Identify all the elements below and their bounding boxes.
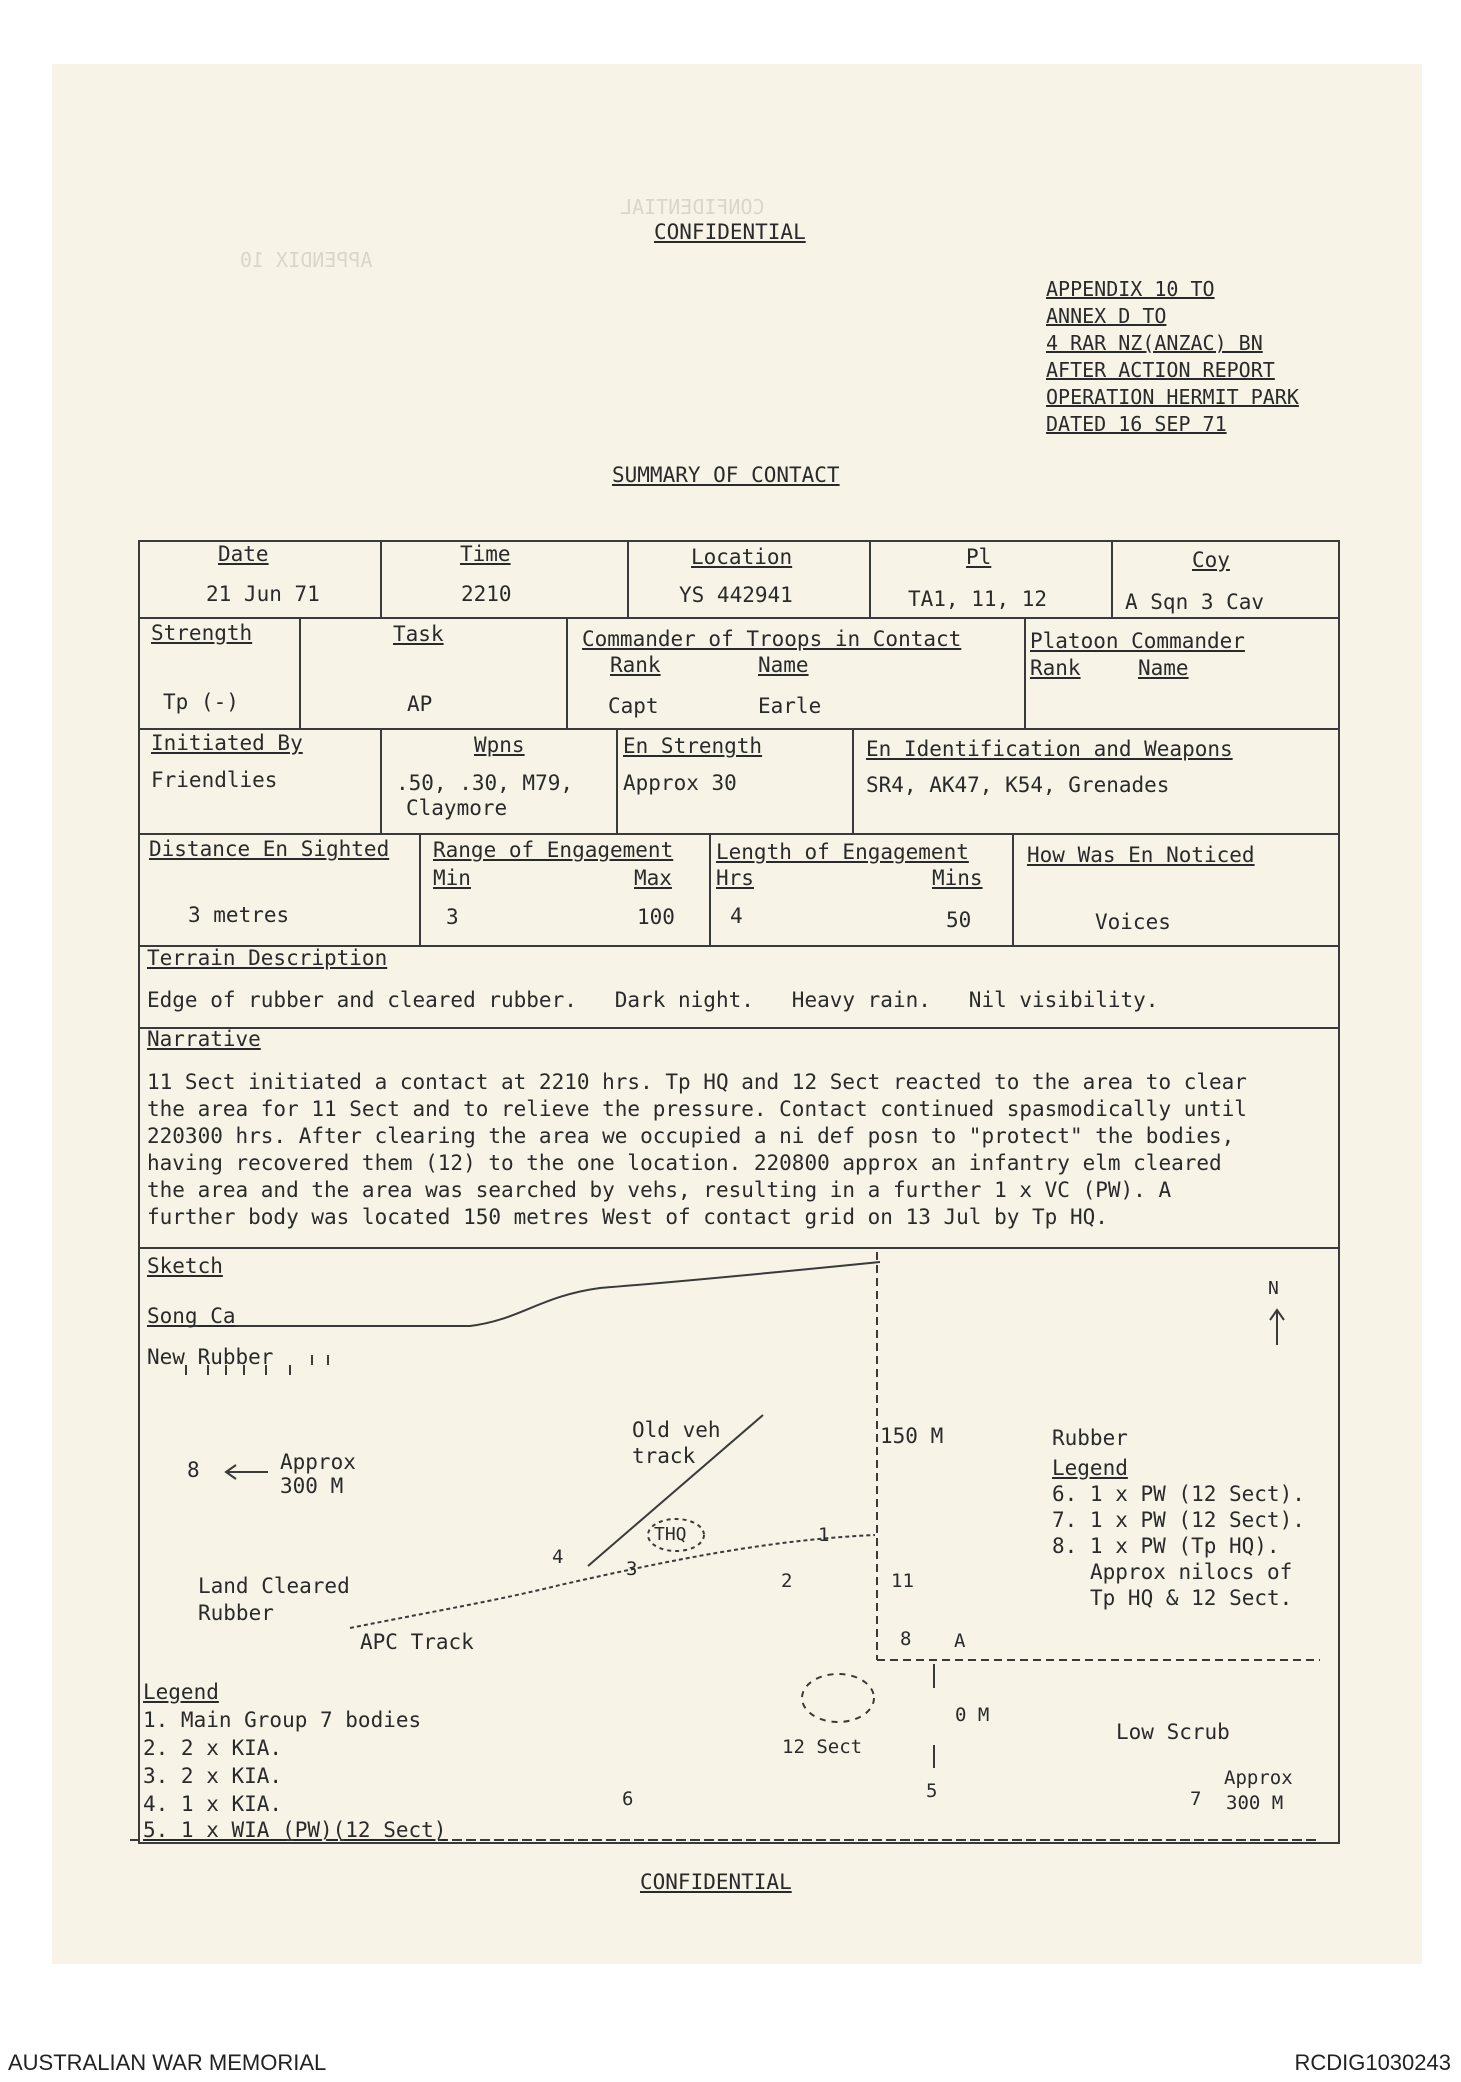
show-through-text: CONFIDENTIAL	[620, 195, 765, 219]
initiated-value: Friendlies	[151, 768, 278, 792]
12-sect-position-circle	[802, 1674, 874, 1722]
en-strength-label: En Strength	[623, 734, 763, 758]
sketch-marker-2: 2	[781, 1570, 793, 1592]
legend-left-item: 3. 2 x KIA.	[143, 1764, 283, 1788]
sketch-marker-a: A	[954, 1630, 966, 1652]
sketch-marker-4: 4	[552, 1546, 564, 1568]
commander-rank-label: Rank	[610, 653, 661, 677]
appendix-line-3: 4 RAR NZ(ANZAC) BN	[1046, 331, 1263, 355]
narrative-line: further body was located 150 metres West of contact grid on 13 Jul by Tp HQ.	[147, 1205, 1108, 1229]
platoon-commander-name-label: Name	[1138, 656, 1189, 680]
pl-label: Pl	[966, 545, 992, 569]
date-label: Date	[218, 542, 269, 566]
legend-left-item: 4. 1 x KIA.	[143, 1792, 283, 1816]
footer-institution: AUSTRALIAN WAR MEMORIAL	[8, 2050, 327, 2075]
approx-300-right-1: Approx	[1224, 1767, 1293, 1789]
confidential-bottom: CONFIDENTIAL	[640, 1870, 792, 1894]
sketch-marker-3: 3	[626, 1558, 638, 1580]
show-through-text: APPENDIX 10	[240, 248, 373, 272]
approx-300-right-2: 300 M	[1226, 1792, 1284, 1814]
approx-300-left-2: 300 M	[280, 1474, 344, 1498]
sketch-marker-8: 8	[187, 1458, 200, 1482]
narrative-line: 220300 hrs. After clearing the area we occupied a ni def posn to "protect" the bodies,	[147, 1124, 1235, 1148]
legend-left-item: 1. Main Group 7 bodies	[143, 1708, 422, 1732]
narrative-line: the area and the area was searched by vehs, resulting in a further 1 x VC (PW). A	[147, 1178, 1172, 1202]
strength-value: Tp (-)	[163, 690, 239, 714]
approx-300-left-1: Approx	[280, 1450, 356, 1474]
noticed-value: Voices	[1095, 910, 1171, 934]
location-label: Location	[691, 545, 793, 569]
range-label: Range of Engagement	[433, 838, 674, 862]
task-value: AP	[407, 692, 433, 716]
sketch-marker-5: 5	[926, 1780, 938, 1802]
song-ca-river-line	[148, 1262, 880, 1326]
sketch-marker-6: 6	[622, 1788, 634, 1810]
summary-title: SUMMARY OF CONTACT	[612, 463, 840, 487]
north-label: N	[1268, 1278, 1279, 1299]
low-scrub-label: Low Scrub	[1116, 1720, 1230, 1744]
12-sect-label: 12 Sect	[782, 1736, 863, 1758]
wpns-label: Wpns	[474, 733, 525, 757]
commander-label: Commander of Troops in Contact	[582, 627, 962, 651]
legend-right-item: 6. 1 x PW (12 Sect).	[1052, 1482, 1305, 1506]
legend-left-item: 5. 1 x WIA (PW)(12 Sect)	[143, 1818, 447, 1842]
sketch-marker-1: 1	[818, 1524, 830, 1546]
length-hrs-label: Hrs	[716, 866, 754, 890]
150m-label: 150 M	[880, 1424, 944, 1448]
en-identification-label: En Identification and Weapons	[866, 737, 1233, 761]
terrain-value: Edge of rubber and cleared rubber. Dark night. Heavy rain. Nil visibility.	[147, 988, 1159, 1012]
new-rubber-label: New Rubber	[147, 1345, 274, 1369]
song-ca-label: Song Ca	[147, 1304, 236, 1328]
commander-name: Earle	[758, 694, 822, 718]
strength-label: Strength	[151, 621, 253, 645]
thq-label: THQ	[654, 1524, 687, 1545]
terrain-label: Terrain Description	[147, 946, 388, 970]
land-cleared-label-1: Land Cleared	[198, 1574, 350, 1598]
location-value: YS 442941	[679, 583, 793, 607]
appendix-line-4: AFTER ACTION REPORT	[1046, 358, 1275, 382]
confidential-top: CONFIDENTIAL	[654, 220, 806, 244]
narrative-line: the area for 11 Sect and to relieve the pressure. Contact continued spasmodically until	[147, 1097, 1247, 1121]
legend-right-title: Legend	[1052, 1456, 1128, 1480]
legend-left-item: 2. 2 x KIA.	[143, 1736, 283, 1760]
coy-value: A Sqn 3 Cav	[1125, 590, 1265, 614]
length-mins-label: Mins	[932, 866, 983, 890]
wpns-line1: .50, .30, M79,	[396, 771, 574, 795]
commander-name-label: Name	[758, 653, 809, 677]
sketch-label: Sketch	[147, 1254, 223, 1278]
legend-right-item: 8. 1 x PW (Tp HQ).	[1052, 1534, 1280, 1558]
length-hrs-value: 4	[730, 904, 743, 928]
platoon-commander-label: Platoon Commander	[1030, 629, 1245, 653]
legend-right-item: 7. 1 x PW (12 Sect).	[1052, 1508, 1305, 1532]
length-mins-value: 50	[946, 908, 972, 932]
appendix-line-6: DATED 16 SEP 71	[1046, 412, 1227, 436]
legend-right-item: Approx nilocs of	[1090, 1560, 1293, 1584]
wpns-line2: Claymore	[406, 796, 508, 820]
range-max-value: 100	[637, 905, 675, 929]
en-strength-value: Approx 30	[623, 771, 737, 795]
old-veh-track-label-2: track	[632, 1444, 696, 1468]
range-max-label: Max	[634, 866, 672, 890]
zero-m-label: 0 M	[955, 1704, 990, 1726]
apc-track-label: APC Track	[360, 1630, 474, 1654]
sketch-marker-7: 7	[1190, 1788, 1202, 1810]
appendix-line-1: APPENDIX 10 TO	[1046, 277, 1215, 301]
task-label: Task	[393, 622, 444, 646]
initiated-label: Initiated By	[151, 731, 303, 755]
old-veh-track-label-1: Old veh	[632, 1418, 721, 1442]
sketch-marker-11: 11	[891, 1570, 914, 1592]
narrative-line: 11 Sect initiated a contact at 2210 hrs. Tp HQ and 12 Sect reacted to the area to clear	[147, 1070, 1247, 1094]
platoon-commander-rank-label: Rank	[1030, 656, 1081, 680]
pl-value: TA1, 11, 12	[908, 587, 1048, 611]
footer-record-id: RCDIG1030243	[1294, 2050, 1451, 2075]
legend-left-title: Legend	[143, 1680, 219, 1704]
distance-value: 3 metres	[188, 903, 290, 927]
en-identification-value: SR4, AK47, K54, Grenades	[866, 773, 1170, 797]
distance-label: Distance En Sighted	[149, 837, 390, 861]
rubber-label: Rubber	[1052, 1426, 1128, 1450]
sketch-marker-8b: 8	[900, 1628, 912, 1650]
range-min-label: Min	[433, 866, 471, 890]
time-value: 2210	[461, 582, 512, 606]
noticed-label: How Was En Noticed	[1027, 843, 1255, 867]
date-value: 21 Jun 71	[206, 582, 320, 606]
narrative-label: Narrative	[147, 1027, 261, 1051]
commander-rank: Capt	[608, 694, 659, 718]
range-min-value: 3	[446, 905, 459, 929]
length-label: Length of Engagement	[716, 840, 969, 864]
time-label: Time	[460, 542, 511, 566]
narrative-line: having recovered them (12) to the one location. 220800 approx an infantry elm cleared	[147, 1151, 1222, 1175]
appendix-line-5: OPERATION HERMIT PARK	[1046, 385, 1299, 409]
appendix-line-2: ANNEX D TO	[1046, 304, 1167, 328]
legend-right-item: Tp HQ & 12 Sect.	[1090, 1586, 1293, 1610]
land-cleared-label-2: Rubber	[198, 1601, 274, 1625]
apc-track-line	[350, 1535, 875, 1628]
coy-label: Coy	[1192, 548, 1230, 572]
